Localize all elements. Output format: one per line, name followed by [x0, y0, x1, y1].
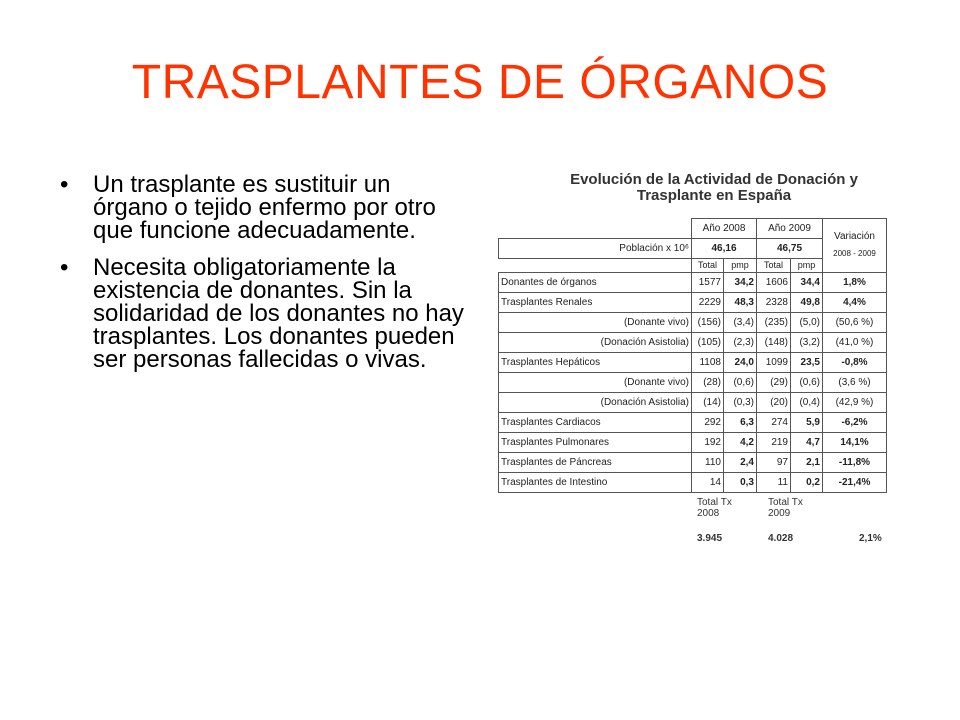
total-2008-label: Total Tx 2008: [697, 497, 732, 519]
variation-cell: 1,8%: [823, 273, 887, 293]
variation-cell: -6,2%: [823, 413, 887, 433]
bullet-item: [60, 256, 470, 371]
population-label: Población x 10⁶: [499, 239, 692, 259]
pmp-2008-cell: (3,4): [724, 313, 757, 333]
pmp-2009-cell: (3,2): [791, 333, 823, 353]
total-2009-cell: (29): [757, 373, 791, 393]
bullet-text: Necesita obligatoriamente la existencia de donantes. Sin la solidaridad de los donantes no hay trasplantes. Los donantes pueden ser personas fallecidas o vivas.: [93, 254, 464, 373]
row-label: Trasplantes Hepáticos: [499, 353, 692, 373]
total-header: Total: [692, 259, 724, 273]
pmp-2009-cell: 5,9: [791, 413, 823, 433]
variation-header: [823, 219, 887, 273]
total-2009-cell: 274: [757, 413, 791, 433]
table-row: [499, 273, 887, 293]
variation-cell: (42,9 %): [823, 393, 887, 413]
pmp-header: pmp: [791, 259, 823, 273]
row-label: Trasplantes de Intestino: [499, 473, 692, 493]
total-2008-cell: 2229: [692, 293, 724, 313]
pmp-2009-cell: 34,4: [791, 273, 823, 293]
variation-label: Variación: [834, 231, 875, 242]
total-2008-cell: 192: [692, 433, 724, 453]
total-2008-cell: 1108: [692, 353, 724, 373]
total-2009-cell: 1099: [757, 353, 791, 373]
row-label: (Donación Asistolia): [499, 333, 692, 353]
pmp-2009-cell: 0,2: [791, 473, 823, 493]
slide-title: TRASPLANTES DE ÓRGANOS: [131, 56, 829, 109]
row-label: Donantes de órganos: [499, 273, 692, 293]
pmp-2008-cell: 2,4: [724, 453, 757, 473]
table-row: [499, 473, 887, 493]
table-row: [499, 393, 887, 413]
total-2009-cell: (235): [757, 313, 791, 333]
table-row: [499, 293, 887, 313]
pmp-2009-cell: (5,0): [791, 313, 823, 333]
pmp-2009-cell: (0,6): [791, 373, 823, 393]
total-2008-value: 3.945: [697, 533, 723, 544]
pmp-2009-cell: 49,8: [791, 293, 823, 313]
total-2008-cell: 14: [692, 473, 724, 493]
row-label: Trasplantes Renales: [499, 293, 692, 313]
row-label: (Donante vivo): [499, 313, 692, 333]
bullet-item: [60, 173, 470, 242]
table-row: [499, 313, 887, 333]
table-row: [499, 453, 887, 473]
row-label: Trasplantes Pulmonares: [499, 433, 692, 453]
table-row: [499, 413, 887, 433]
pmp-2008-cell: (0,6): [724, 373, 757, 393]
pmp-2009-cell: 23,5: [791, 353, 823, 373]
row-label: Trasplantes de Páncreas: [499, 453, 692, 473]
variation-cell: -21,4%: [823, 473, 887, 493]
population-2008: 46,16: [692, 239, 757, 259]
total-2008-cell: 1577: [692, 273, 724, 293]
variation-cell: (3,6 %): [823, 373, 887, 393]
year-2009-header: Año 2009: [757, 219, 823, 239]
total-2008-cell: 110: [692, 453, 724, 473]
table-row: [499, 373, 887, 393]
total-2009-cell: 1606: [757, 273, 791, 293]
pmp-2009-cell: 2,1: [791, 453, 823, 473]
total-2008-cell: (14): [692, 393, 724, 413]
year-2008-header: Año 2008: [692, 219, 757, 239]
total-2008-cell: (105): [692, 333, 724, 353]
pmp-2009-cell: 4,7: [791, 433, 823, 453]
pmp-2008-cell: 24,0: [724, 353, 757, 373]
row-label: (Donación Asistolia): [499, 393, 692, 413]
table-row: [499, 353, 887, 373]
pmp-2009-cell: (0,4): [791, 393, 823, 413]
totals-block: [498, 497, 918, 555]
total-2008-cell: (28): [692, 373, 724, 393]
table-row: [499, 333, 887, 353]
population-2009: 46,75: [757, 239, 823, 259]
variation-cell: -11,8%: [823, 453, 887, 473]
variation-cell: 4,4%: [823, 293, 887, 313]
total-variation-value: 2,1%: [859, 533, 882, 544]
bullet-list: [60, 173, 470, 385]
pmp-2008-cell: 6,3: [724, 413, 757, 433]
bullet-icon: •: [60, 171, 69, 198]
total-2009-cell: 2328: [757, 293, 791, 313]
bullet-text: Un trasplante es sustituir un órgano o tejido enfermo por otro que funcione adecuadamente.: [93, 171, 436, 244]
pmp-2008-cell: (0,3): [724, 393, 757, 413]
pmp-2008-cell: 4,2: [724, 433, 757, 453]
variation-cell: -0,8%: [823, 353, 887, 373]
pmp-2008-cell: (2,3): [724, 333, 757, 353]
donation-table-figure: [498, 172, 918, 555]
total-2008-cell: 292: [692, 413, 724, 433]
table-title-line1: Evolución de la Actividad de Donación y: [570, 171, 858, 188]
row-label: Trasplantes Cardiacos: [499, 413, 692, 433]
total-2008-cell: (156): [692, 313, 724, 333]
pmp-2008-cell: 0,3: [724, 473, 757, 493]
table-title: [510, 172, 918, 204]
total-2009-label: Total Tx 2009: [768, 497, 803, 519]
total-2009-cell: (148): [757, 333, 791, 353]
variation-years: 2008 - 2009: [833, 249, 876, 258]
total-2009-cell: 97: [757, 453, 791, 473]
table-title-line2: Trasplante en España: [636, 187, 792, 204]
total-header: Total: [757, 259, 791, 273]
pmp-2008-cell: 48,3: [724, 293, 757, 313]
donation-table: [498, 218, 887, 493]
pmp-header: pmp: [724, 259, 757, 273]
total-2009-value: 4.028: [768, 533, 794, 544]
total-2009-cell: 11: [757, 473, 791, 493]
variation-cell: 14,1%: [823, 433, 887, 453]
row-label: (Donante vivo): [499, 373, 692, 393]
total-2009-cell: 219: [757, 433, 791, 453]
pmp-2008-cell: 34,2: [724, 273, 757, 293]
total-2009-cell: (20): [757, 393, 791, 413]
bullet-icon: •: [60, 254, 69, 281]
variation-cell: (41,0 %): [823, 333, 887, 353]
table-row: [499, 433, 887, 453]
variation-cell: (50,6 %): [823, 313, 887, 333]
